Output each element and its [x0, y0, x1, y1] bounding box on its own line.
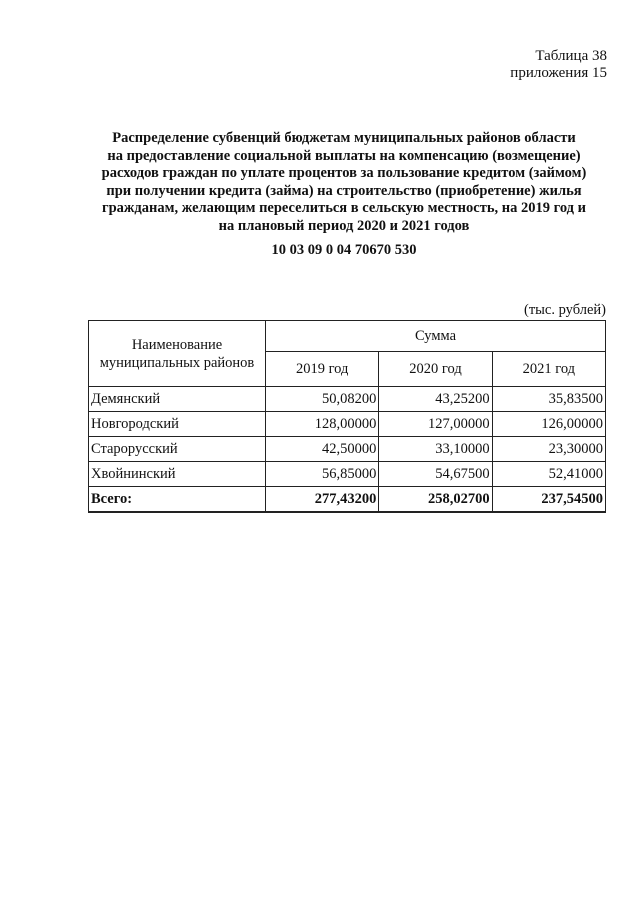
district-name: Хвойнинский [89, 462, 266, 487]
reference-appendix-number: приложения 15 [510, 65, 607, 81]
district-name: Демянский [89, 387, 266, 412]
header-district-name [89, 321, 266, 387]
amount-cell: 35,83500 [492, 387, 605, 412]
header-year: 2020 год [379, 352, 492, 387]
header-year: 2021 год [492, 352, 605, 387]
amount-cell: 126,00000 [492, 412, 605, 437]
title-line: на плановый период 2020 и 2021 годов [218, 217, 470, 234]
title-line: гражданам, желающим переселиться в сельскую местность, на 2019 год и [102, 200, 586, 217]
total-amount-cell: 258,02700 [379, 487, 492, 513]
total-amount-cell: 277,43200 [266, 487, 379, 513]
document-title [70, 130, 618, 236]
title-line: Распределение субвенций бюджетам муниципальных районов области [112, 130, 576, 146]
title-line: расходов граждан по уплате процентов за пользование кредитом (займом) [101, 165, 587, 182]
table-row [89, 462, 606, 487]
subsidy-table [88, 320, 606, 513]
title-line: на предоставление социальной выплаты на компенсацию (возмещение) [107, 147, 581, 164]
table-row [89, 412, 606, 437]
district-name: Старорусский [89, 437, 266, 462]
unit-label: (тыс. рублей) [524, 302, 606, 318]
header-year: 2019 год [266, 352, 379, 387]
amount-cell: 128,00000 [266, 412, 379, 437]
amount-cell: 56,85000 [266, 462, 379, 487]
budget-code: 10 03 09 0 04 70670 530 [271, 242, 417, 258]
reference-table-number: Таблица 38 [535, 48, 607, 64]
table-row [89, 387, 606, 412]
header-sum: Сумма [266, 321, 606, 352]
amount-cell: 33,10000 [379, 437, 492, 462]
total-amount-cell: 237,54500 [492, 487, 605, 513]
amount-cell: 23,30000 [492, 437, 605, 462]
amount-cell: 127,00000 [379, 412, 492, 437]
table-header-row [89, 321, 606, 352]
table-row [89, 437, 606, 462]
table-total-row [89, 487, 606, 513]
amount-cell: 42,50000 [266, 437, 379, 462]
header-name-line: муниципальных районов [99, 354, 255, 371]
district-name: Новгородский [89, 412, 266, 437]
title-line: при получении кредита (займа) на строительство (приобретение) жилья [106, 182, 582, 199]
amount-cell: 43,25200 [379, 387, 492, 412]
table-reference [510, 48, 607, 82]
header-name-line: Наименование [131, 336, 223, 353]
amount-cell: 50,08200 [266, 387, 379, 412]
amount-cell: 54,67500 [379, 462, 492, 487]
amount-cell: 52,41000 [492, 462, 605, 487]
total-label: Всего: [89, 487, 266, 513]
